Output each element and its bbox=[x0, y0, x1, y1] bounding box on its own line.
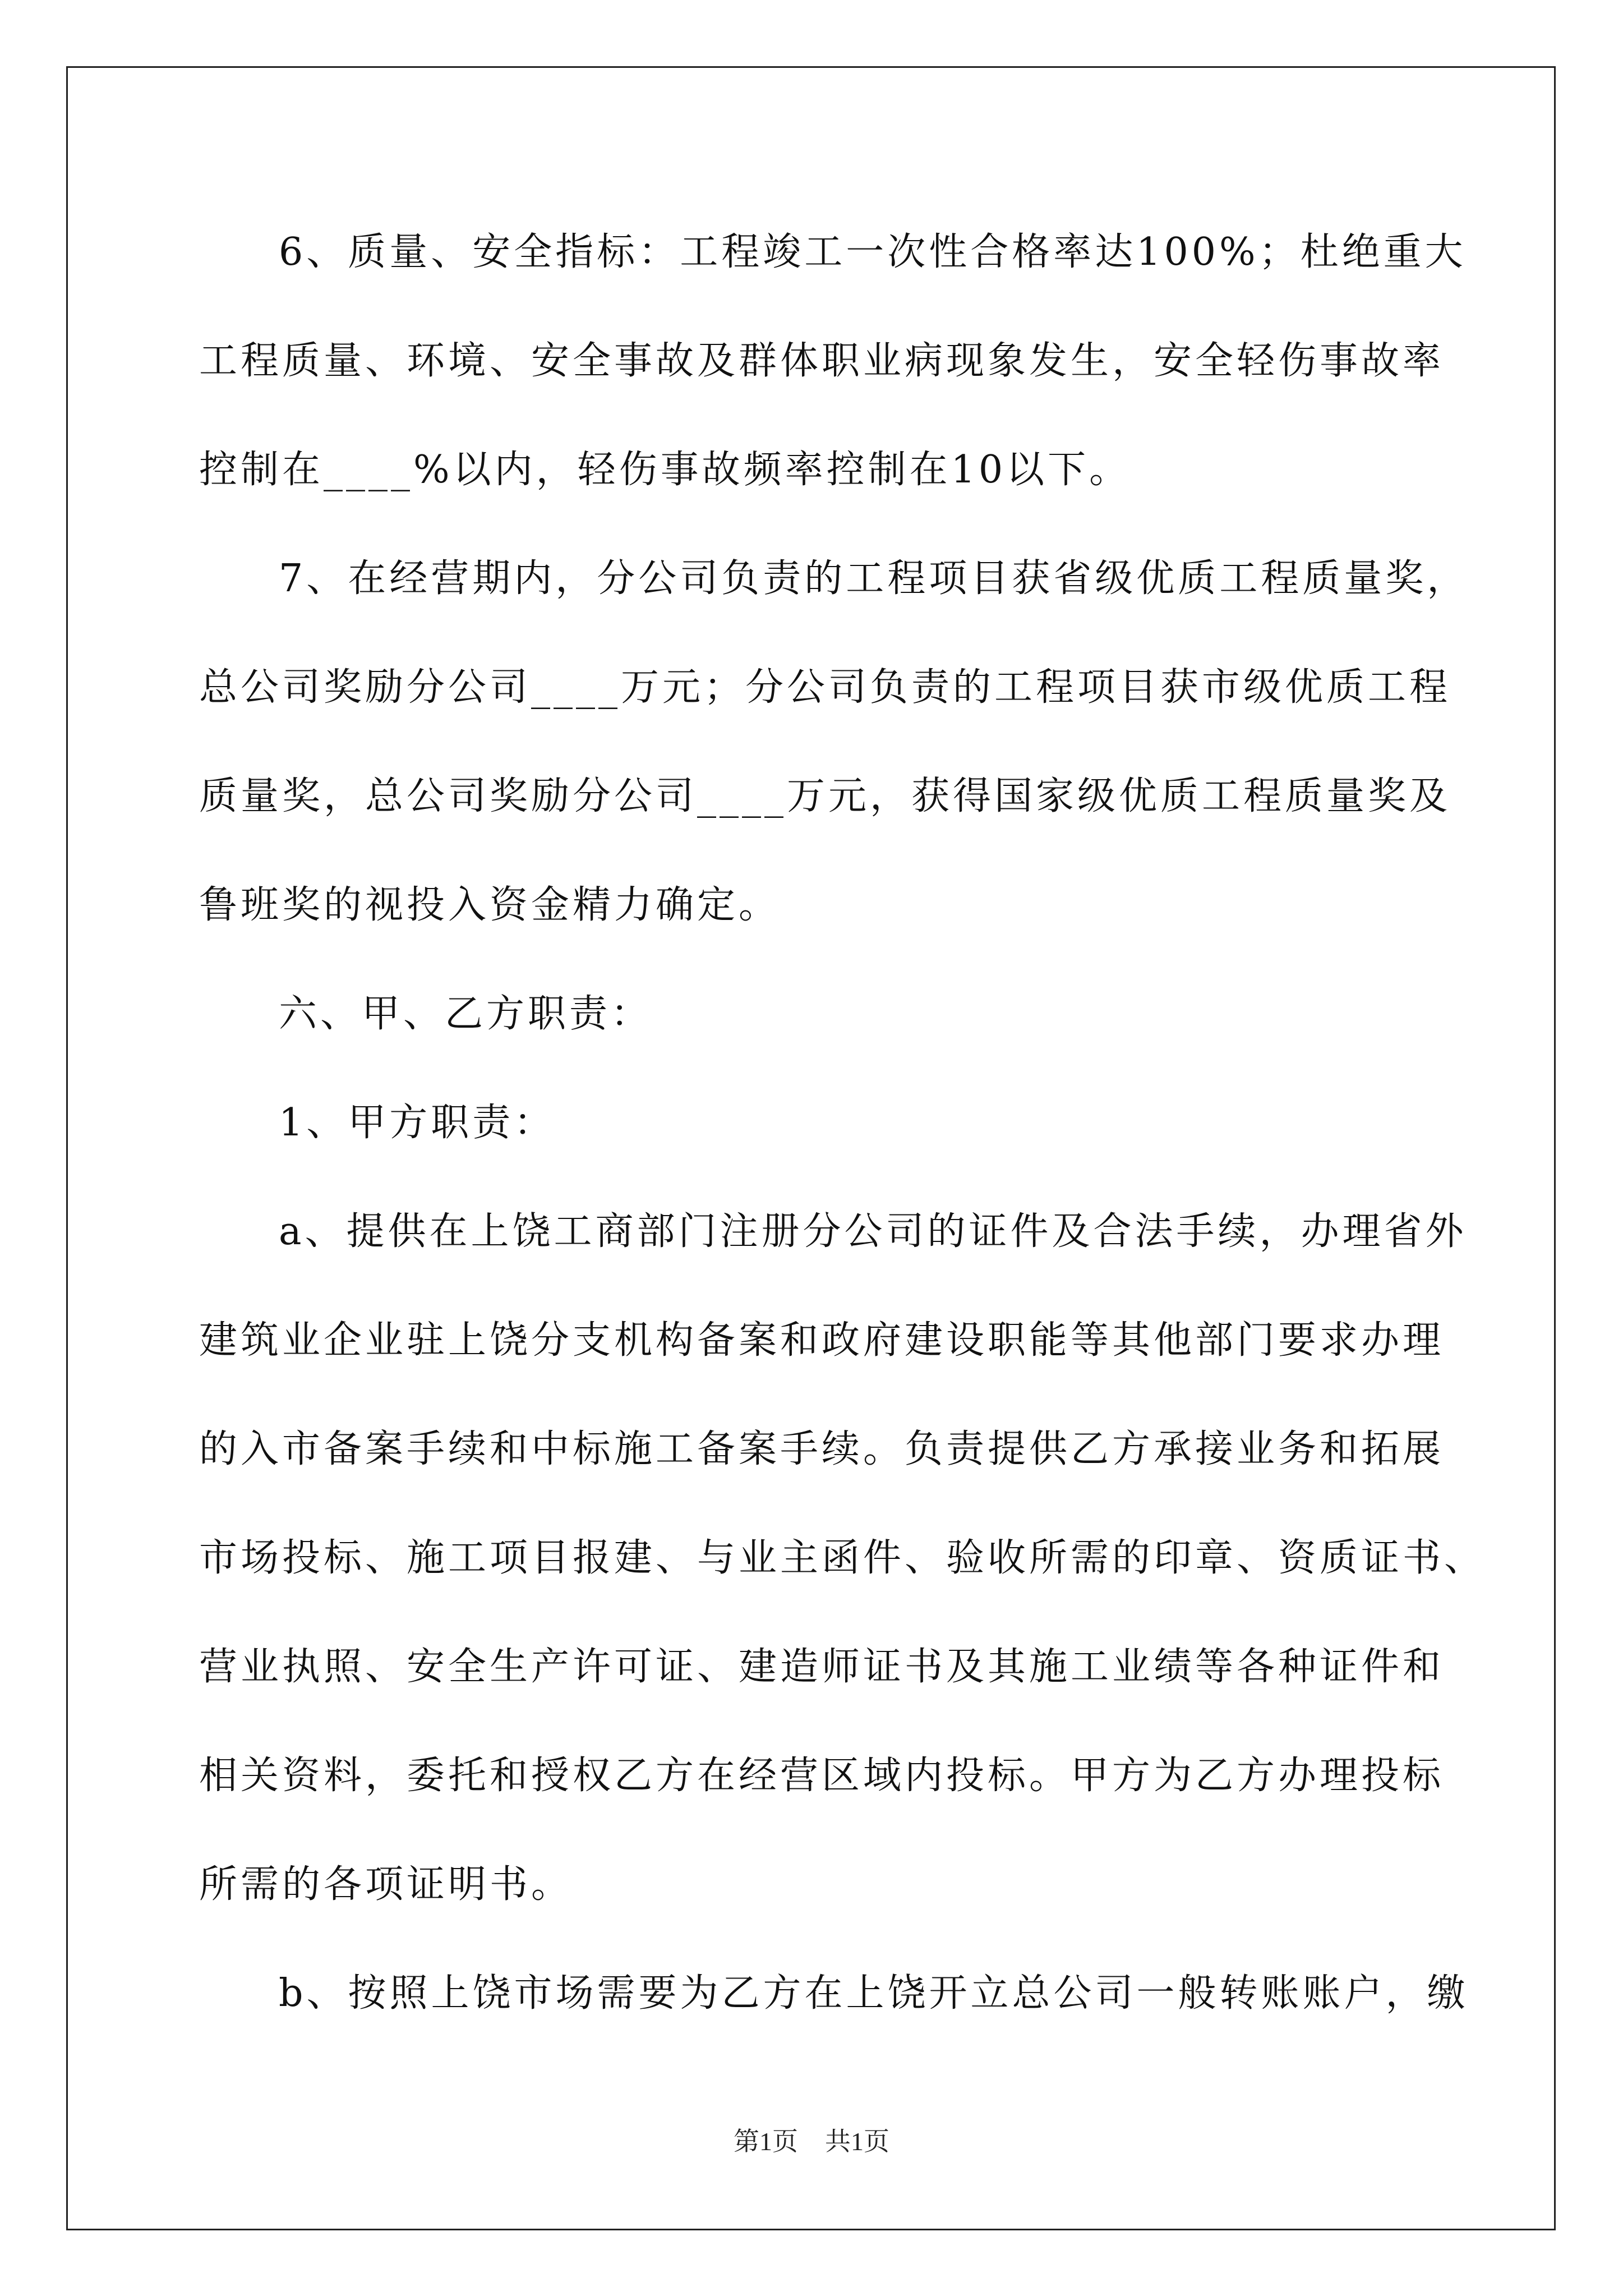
page-footer bbox=[0, 2125, 1623, 2159]
item-a-line-2: 建筑业企业驻上饶分支机构备案和政府建设职能等其他部门要求办理 bbox=[199, 1318, 1445, 1363]
paragraph-7-line-4: 鲁班奖的视投入资金精力确定。 bbox=[199, 883, 781, 927]
subsection-heading: 1、甲方职责： bbox=[279, 1101, 556, 1145]
item-a-line-5: 营业执照、安全生产许可证、建造师证书及其施工业绩等各种证件和 bbox=[199, 1645, 1445, 1689]
paragraph-6-line-1: 6、质量、安全指标：工程竣工一次性合格率达100%；杜绝重大 bbox=[279, 230, 1467, 274]
paragraph-6-line-3: 控制在____%以内，轻伤事故频率控制在10以下。 bbox=[199, 448, 1131, 492]
paragraph-7-line-1: 7、在经营期内，分公司负责的工程项目获省级优质工程质量奖， bbox=[279, 556, 1469, 601]
paragraph-7-line-3: 质量奖，总公司奖励分公司____万元，获得国家级优质工程质量奖及 bbox=[199, 774, 1451, 818]
item-a-line-1: a、提供在上饶工商部门注册分公司的证件及合法手续，办理省外 bbox=[279, 1209, 1467, 1254]
item-a-line-6: 相关资料，委托和授权乙方在经营区域内投标。甲方为乙方办理投标 bbox=[199, 1754, 1445, 1798]
paragraph-6-line-2: 工程质量、环境、安全事故及群体职业病现象发生，安全轻伤事故率 bbox=[199, 339, 1445, 383]
paragraph-7-line-2: 总公司奖励分公司____万元；分公司负责的工程项目获市级优质工程 bbox=[199, 665, 1451, 710]
section-heading: 六、甲、乙方职责： bbox=[279, 992, 653, 1036]
item-b-line-1: b、按照上饶市场需要为乙方在上饶开立总公司一般转账账户，缴 bbox=[279, 1971, 1469, 2016]
item-a-line-7: 所需的各项证明书。 bbox=[199, 1862, 573, 1907]
page-number-total: 共1页 bbox=[825, 2127, 889, 2156]
item-a-line-3: 的入市备案手续和中标施工备案手续。负责提供乙方承接业务和拓展 bbox=[199, 1427, 1445, 1471]
item-a-line-4: 市场投标、施工项目报建、与业主函件、验收所需的印章、资质证书、 bbox=[199, 1536, 1486, 1580]
page-number-current: 第1页 bbox=[734, 2127, 798, 2156]
